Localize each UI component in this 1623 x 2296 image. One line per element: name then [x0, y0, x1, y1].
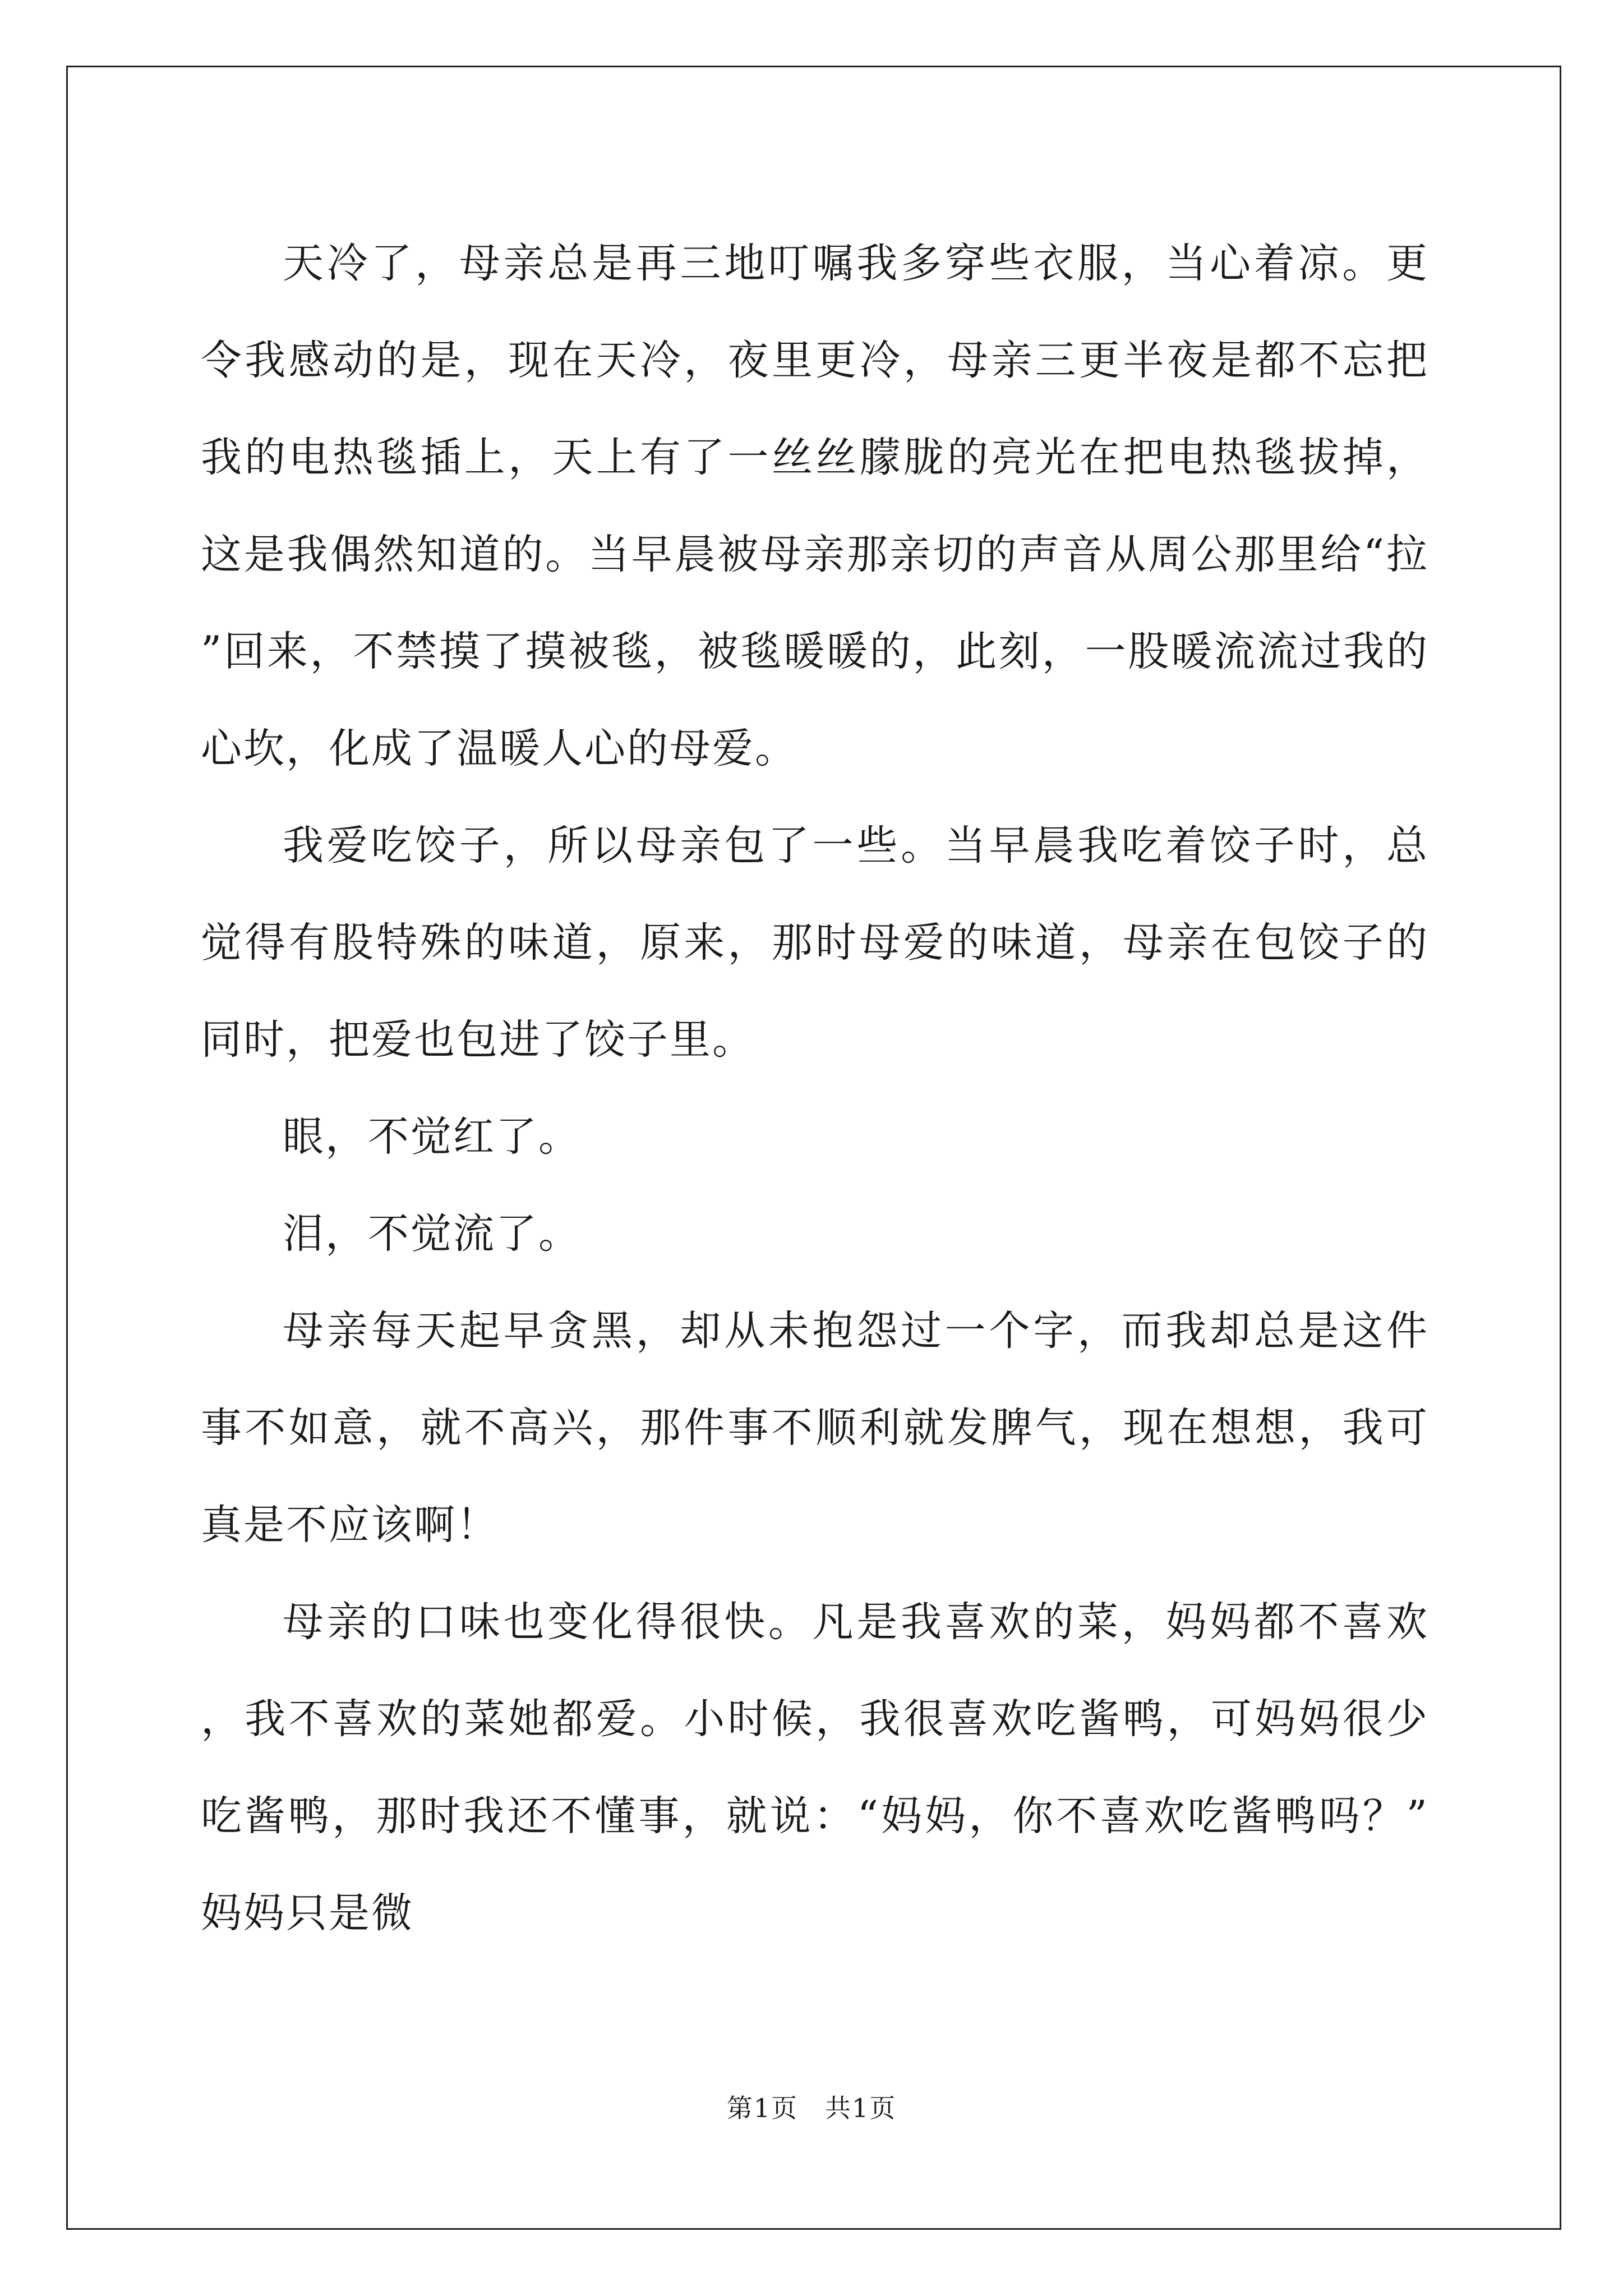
paragraph: 我爱吃饺子，所以母亲包了一些。当早晨我吃着饺子时，总觉得有股特殊的味道，原来，那时母爱的味道，母亲在包饺子的同时，把爱也包进了饺子里。 — [201, 822, 1429, 1064]
paragraph: 眼，不觉红了。 — [283, 1113, 581, 1161]
page-number-footer: 第1页 共1页 — [726, 2093, 897, 2123]
paragraph: 天冷了，母亲总是再三地叮嘱我多穿些衣服，当心着凉。更令我感动的是，现在天冷，夜里更冷，母亲三更半夜是都不忘把我的电热毯插上，天上有了一丝丝朦胧的亮光在把电热毯拔掉，这是我偶然知道的。当早晨被母亲那亲切的声音从周公那里给“拉”回来，不禁摸了摸被毯，被毯暖暖的，此刻，一股暖流流过我的心坎，化成了温暖人心的母爱。 — [201, 240, 1429, 772]
document-body — [201, 215, 1429, 1962]
paragraph: 泪，不觉流了。 — [283, 1210, 581, 1258]
paragraph: 母亲每天起早贪黑，却从未抱怨过一个字，而我却总是这件事不如意，就不高兴，那件事不顺利就发脾气，现在想想，我可真是不应该啊！ — [201, 1307, 1429, 1549]
paragraph: 母亲的口味也变化得很快。凡是我喜欢的菜，妈妈都不喜欢，我不喜欢的菜她都爱。小时候，我很喜欢吃酱鸭，可妈妈很少吃酱鸭，那时我还不懂事，就说：“妈妈，你不喜欢吃酱鸭吗？”妈妈只是微 — [201, 1598, 1429, 1937]
